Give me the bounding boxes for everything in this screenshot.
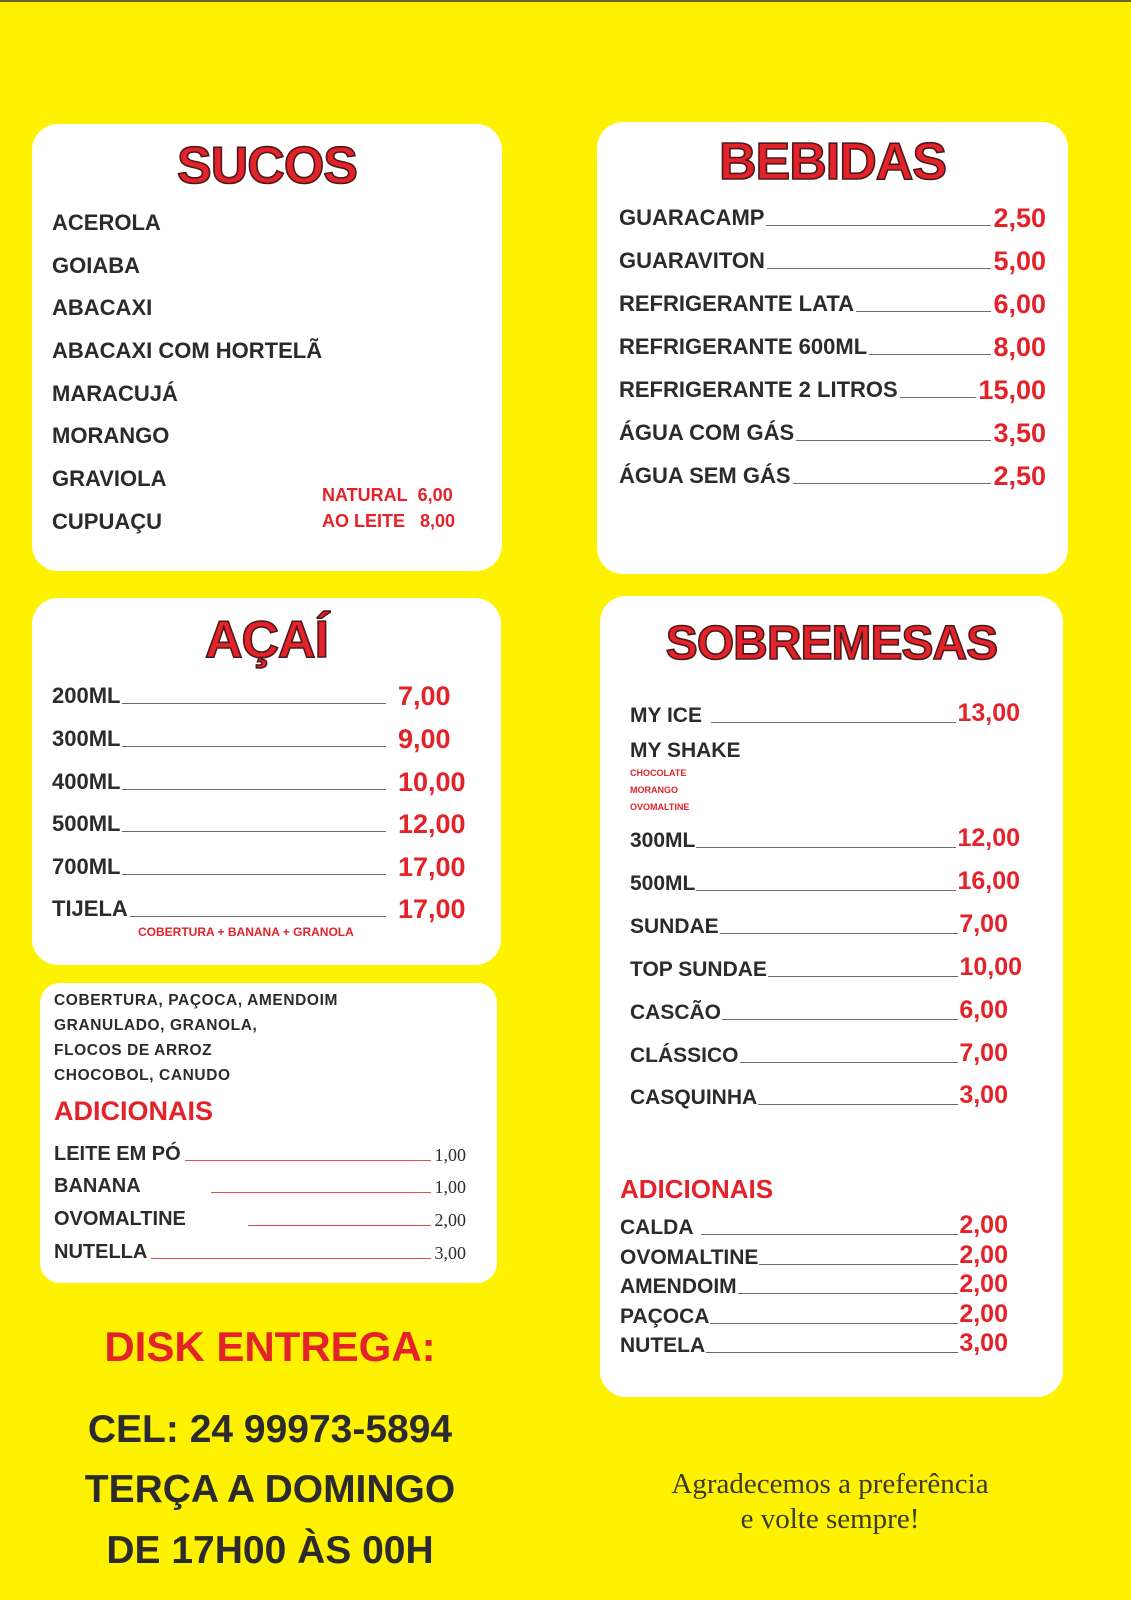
sobremesa-row [630, 909, 1008, 937]
leader-line [768, 976, 959, 977]
acai-row [52, 808, 472, 838]
leader-line [767, 268, 992, 269]
item-price: 3,50 [993, 418, 1046, 448]
shake-flavor: CHOCOLATE [630, 768, 687, 778]
item-price: 2,50 [993, 203, 1046, 233]
item-name: 300ML [52, 726, 121, 751]
sobremesa-adicional-row [620, 1241, 1008, 1269]
thanks-message [600, 1467, 1060, 1537]
leader-line [122, 789, 386, 790]
item-price: 13,00 [957, 699, 1020, 727]
item-name: 500ML [630, 872, 696, 895]
tijela-note: COBERTURA + BANANA + GRANOLA [138, 925, 354, 939]
sucos-card [32, 124, 502, 571]
item-price: 17,00 [398, 852, 466, 882]
item-name: 700ML [52, 854, 121, 879]
item-name: TIJELA [52, 896, 128, 921]
leader-line [722, 1019, 958, 1020]
leader-line [710, 1323, 958, 1324]
item-price: 1,00 [434, 1145, 466, 1165]
item-price: 9,00 [398, 724, 451, 754]
leader-line [738, 1293, 959, 1294]
sobremesa-row [630, 866, 1020, 894]
item-name: REFRIGERANTE LATA [619, 291, 855, 316]
item-name: GUARACAMP [619, 205, 765, 230]
item-name: SUNDAE [630, 915, 719, 938]
bebida-row [619, 417, 1046, 447]
shake-flavor: MORANGO [630, 785, 678, 795]
item-price: 17,00 [398, 894, 466, 924]
sobremesa-row [630, 823, 1020, 851]
suco-item: ACEROLA [52, 210, 161, 235]
price-value: 6,00 [417, 485, 453, 505]
sobremesa-row [630, 698, 1020, 726]
leader-line [696, 890, 956, 891]
item-name: REFRIGERANTE 2 LITROS [619, 377, 898, 402]
acai-extras-card [40, 983, 497, 1283]
acai-row [52, 893, 472, 923]
sobremesa-row [630, 1038, 1008, 1066]
item-price: 10,00 [959, 953, 1022, 981]
item-price: 3,00 [434, 1243, 466, 1263]
adicional-row [54, 1238, 466, 1264]
suco-item: GOIABA [52, 253, 140, 278]
item-price: 7,00 [398, 681, 451, 711]
adicionais-title: ADICIONAIS [54, 1096, 214, 1126]
leader-line [900, 397, 977, 398]
suco-item: CUPUAÇU [52, 509, 162, 534]
item-name: GUARAVITON [619, 248, 765, 273]
item-name: AMENDOIM [620, 1275, 737, 1298]
leader-line [740, 1062, 959, 1063]
item-price: 2,00 [959, 1300, 1008, 1328]
item-price: 2,00 [959, 1211, 1008, 1239]
shake-flavor: OVOMALTINE [630, 802, 690, 812]
leader-line [856, 311, 991, 312]
item-price: 7,00 [959, 910, 1008, 938]
included-topping-line: COBERTURA, PAÇOCA, AMENDOIM [54, 992, 338, 1009]
suco-price-leite [322, 512, 455, 530]
delivery-hours: DE 17H00 ÀS 00H [106, 1529, 434, 1572]
sobremesas-title: SOBREMESAS [665, 617, 998, 670]
adicional-row [54, 1172, 466, 1198]
bebida-row [619, 202, 1046, 232]
acai-row [52, 851, 472, 881]
item-name: 400ML [52, 769, 121, 794]
leader-line [130, 916, 386, 917]
leader-line [793, 483, 992, 484]
item-name: NUTELLA [54, 1241, 148, 1263]
item-price: 2,00 [959, 1270, 1008, 1298]
bebidas-title: BEBIDAS [718, 133, 947, 191]
item-price: 12,00 [398, 809, 466, 839]
delivery-phone[interactable]: CEL: 24 99973-5894 [87, 1408, 453, 1451]
sobremesa-row [630, 1080, 1008, 1108]
price-label: NATURAL [322, 485, 408, 505]
leader-line [151, 1258, 430, 1259]
leader-line [696, 847, 956, 848]
leader-line [122, 831, 386, 832]
item-price: 15,00 [978, 375, 1046, 405]
acai-card [32, 598, 501, 965]
leader-line [759, 1264, 958, 1265]
leader-line [122, 874, 386, 875]
bebida-row [619, 460, 1046, 490]
item-name: ÁGUA SEM GÁS [619, 463, 791, 488]
leader-line [720, 933, 959, 934]
leader-line [766, 225, 991, 226]
bebida-row [619, 288, 1046, 318]
included-topping-line: CHOCOBOL, CANUDO [54, 1067, 231, 1084]
leader-line [185, 1160, 431, 1161]
item-price: 6,00 [959, 996, 1008, 1024]
leader-line [122, 703, 386, 704]
bebida-row [619, 245, 1046, 275]
item-name: 500ML [52, 811, 121, 836]
item-price: 2,00 [959, 1241, 1008, 1269]
item-name: 200ML [52, 683, 121, 708]
thanks-line-1: Agradecemos a preferência [671, 1468, 989, 1500]
item-price: 5,00 [993, 246, 1046, 276]
item-name: CASCÃO [630, 1001, 722, 1024]
acai-title: AÇAÍ [204, 611, 329, 669]
bebida-row [619, 374, 1046, 404]
item-name: OVOMALTINE [54, 1208, 186, 1230]
item-price: 1,00 [434, 1177, 466, 1197]
item-name: CASQUINHA [630, 1086, 758, 1109]
sobremesas-adicionais-title: ADICIONAIS [620, 1174, 774, 1204]
item-price: 2,00 [434, 1210, 466, 1230]
included-topping-line: FLOCOS DE ARROZ [54, 1042, 213, 1059]
sobremesas-card [600, 596, 1063, 1397]
delivery-title: DISK ENTREGA: [104, 1323, 436, 1370]
delivery-days: TERÇA A DOMINGO [84, 1468, 456, 1511]
item-name: LEITE EM PÓ [54, 1143, 181, 1165]
sobremesa-row [630, 952, 1022, 980]
sobremesa-adicional-row [620, 1300, 1008, 1328]
leader-line [701, 1234, 959, 1235]
item-name: TOP SUNDAE [630, 958, 767, 981]
leader-line [711, 722, 956, 723]
acai-row [52, 680, 472, 710]
suco-item: ABACAXI COM HORTELÃ [52, 338, 323, 363]
item-name: NUTELA [620, 1334, 706, 1357]
my-shake-label: MY SHAKE [630, 739, 741, 762]
sobremesa-adicional-row [620, 1270, 1008, 1298]
item-price: 6,00 [993, 289, 1046, 319]
suco-item: MORANGO [52, 423, 170, 448]
item-name: REFRIGERANTE 600ML [619, 334, 868, 359]
item-name: 300ML [630, 829, 696, 852]
sucos-title: SUCOS [177, 137, 357, 195]
item-price: 8,00 [993, 332, 1046, 362]
leader-line [706, 1352, 958, 1353]
item-name: OVOMALTINE [620, 1246, 759, 1269]
item-price: 3,00 [959, 1081, 1008, 1109]
suco-price-natural [322, 486, 453, 504]
leader-line [869, 354, 991, 355]
price-value: 8,00 [420, 511, 456, 531]
item-name: CALDA [620, 1216, 694, 1239]
item-name: ÁGUA COM GÁS [619, 420, 795, 445]
item-price: 2,50 [993, 461, 1046, 491]
item-price: 16,00 [957, 867, 1020, 895]
leader-line [248, 1225, 431, 1226]
item-name: MY ICE [630, 704, 702, 727]
top-border [0, 0, 1131, 2]
item-price: 12,00 [957, 824, 1020, 852]
item-price: 10,00 [398, 767, 466, 797]
included-topping-line: GRANULADO, GRANOLA, [54, 1017, 258, 1034]
leader-line [122, 746, 386, 747]
suco-item: GRAVIOLA [52, 466, 167, 491]
item-price: 7,00 [959, 1039, 1008, 1067]
thanks-line-2: e volte sempre! [740, 1502, 920, 1535]
price-label: AO LEITE [322, 511, 406, 531]
item-price: 3,00 [959, 1329, 1008, 1357]
leader-line [796, 440, 991, 441]
leader-line [758, 1104, 958, 1105]
acai-row [52, 766, 472, 796]
adicional-row [54, 1140, 466, 1166]
acai-row [52, 723, 472, 753]
suco-item: MARACUJÁ [52, 381, 178, 406]
item-name: CLÁSSICO [630, 1044, 739, 1067]
sobremesa-row [630, 995, 1008, 1023]
sobremesa-adicional-row [620, 1211, 1008, 1239]
adicional-row [54, 1205, 466, 1231]
item-name: BANANA [54, 1175, 141, 1197]
suco-item: ABACAXI [52, 295, 153, 320]
bebida-row [619, 331, 1046, 361]
bebidas-card [597, 122, 1068, 574]
sobremesa-adicional-row [620, 1329, 1008, 1357]
leader-line [211, 1192, 431, 1193]
item-name: PAÇOCA [620, 1305, 710, 1328]
